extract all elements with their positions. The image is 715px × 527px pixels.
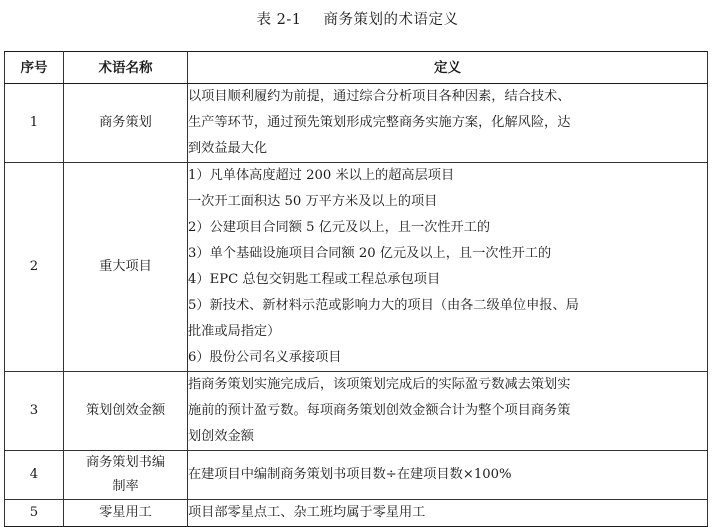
definition-line: 1）凡单体高度超过 200 米以上的超高层项目 <box>188 168 455 183</box>
term-text: 商务策划 <box>99 115 152 130</box>
definition-line: 划创效金额 <box>188 429 254 444</box>
definition-line: 3）单个基础设施项目合同额 20 亿元及以上，且一次性开工的 <box>188 246 552 261</box>
table-number: 表 2-1 <box>256 12 302 28</box>
row-number: 3 <box>5 372 64 451</box>
row-definition <box>188 163 708 372</box>
row-number: 4 <box>5 451 64 500</box>
table-row <box>5 372 708 451</box>
definition-line: 生产等环节，通过预先策划形成完整商务实施方案，化解风险，达 <box>188 115 571 130</box>
header-definition: 定义 <box>188 52 708 84</box>
term-text: 商务策划书编 <box>85 455 166 470</box>
term-text: 制率 <box>112 479 139 494</box>
table-title: 商务策划的术语定义 <box>323 12 459 28</box>
definition-line: 在建项目中编制商务策划书项目数÷在建项目数×100% <box>188 467 512 482</box>
definition-line: 批准或局指定） <box>188 324 281 339</box>
definition-line: 5）新技术、新材料示范或影响力大的项目（由各二级单位申报、局 <box>188 298 579 313</box>
table-caption <box>0 10 715 30</box>
row-term <box>64 84 188 163</box>
header-no: 序号 <box>5 52 64 84</box>
row-definition <box>188 500 708 527</box>
definition-line: 指商务策划实施完成后，该项策划完成后的实际盈亏数减去策划实 <box>188 377 571 392</box>
table-row <box>5 84 708 163</box>
header-row <box>5 52 708 84</box>
row-number: 1 <box>5 84 64 163</box>
term-text: 重大项目 <box>99 259 152 274</box>
table-row <box>5 500 708 527</box>
header-term: 术语名称 <box>64 52 188 84</box>
definition-line: 项目部零星点工、杂工班均属于零星用工 <box>188 505 426 520</box>
definition-line: 施前的预计盈亏数。每项商务策划创效金额合计为整个项目商务策 <box>188 403 571 418</box>
row-term <box>64 163 188 372</box>
row-number: 2 <box>5 163 64 372</box>
row-number: 5 <box>5 500 64 527</box>
term-text: 零星用工 <box>99 505 152 520</box>
definition-line: 到效益最大化 <box>188 141 268 156</box>
definition-line: 6）股份公司名义承接项目 <box>188 350 342 365</box>
row-definition <box>188 372 708 451</box>
definition-line: 以项目顺利履约为前提，通过综合分析项目各种因素，结合技术、 <box>188 89 571 104</box>
definition-line: 2）公建项目合同额 5 亿元及以上，且一次性开工的 <box>188 220 491 235</box>
table-row <box>5 451 708 500</box>
row-definition <box>188 84 708 163</box>
row-term <box>64 451 188 500</box>
table-row <box>5 163 708 372</box>
row-definition <box>188 451 708 500</box>
row-term <box>64 372 188 451</box>
definition-line: 4）EPC 总包交钥匙工程或工程总承包项目 <box>188 272 441 287</box>
row-term <box>64 500 188 527</box>
term-text: 策划创效金额 <box>85 403 166 418</box>
definition-line: 一次开工面积达 50 万平方米及以上的项目 <box>188 194 438 209</box>
terms-table <box>4 51 708 527</box>
